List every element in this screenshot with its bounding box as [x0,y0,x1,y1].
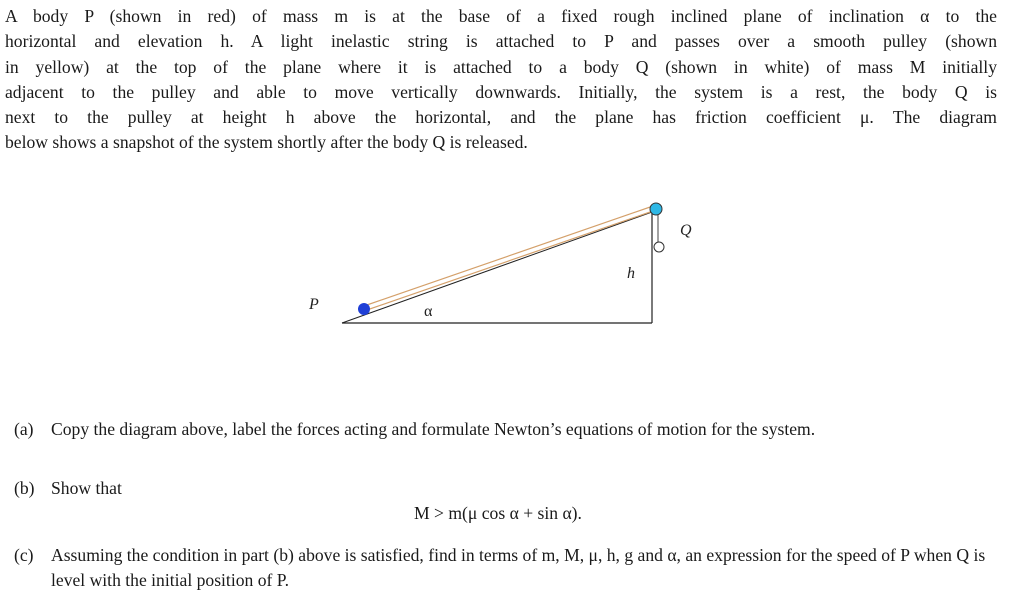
incline-surface [342,212,652,323]
problem-line-6: below shows a snapshot of the system shortly after the body Q is released. [5,132,528,153]
question-a-text: Copy the diagram above, label the forces acting and formulate Newton’s equations of motion for the system. [51,419,816,439]
question-b-label: (b) [14,478,35,498]
problem-statement [5,4,997,156]
problem-line-2: horizontal and elevation h. A light inelastic string is attached to P and passes over a smooth pulley (shown [5,31,997,52]
label-Q: Q [680,222,692,239]
label-alpha: α [424,303,433,320]
question-a-label: (a) [14,419,34,439]
question-c-text: Assuming the condition in part (b) above is satisfied, find in terms of m, M, μ, h, g and α, an expression for the speed of P when Q is level with the initial position of P. [51,545,986,590]
inclined-plane-diagram [0,190,1024,350]
question-a [14,417,1004,442]
string-segment-1 [364,206,653,306]
question-b-text: Show that [51,478,122,498]
problem-line-1: A body P (shown in red) of mass m is at the base of a fixed rough inclined plane of inclination α to the [5,6,997,26]
problem-line-3: in yellow) at the top of the plane where it is attached to a body Q (shown in white) of mass M initially [5,56,997,77]
question-c [14,543,1004,593]
pulley [650,203,662,215]
label-h: h [627,265,635,282]
problem-line-4: adjacent to the pulley and able to move vertically downwards. Initially, the system is a rest, the body Q is [5,81,997,102]
question-b [14,476,1004,501]
string-segment-2 [364,211,653,311]
problem-line-5: next to the pulley at height h above the horizontal, and the plane has friction coefficient μ. The diagram [5,107,997,128]
question-c-label: (c) [14,545,34,565]
label-P: P [309,296,319,313]
body-Q [654,242,664,252]
question-b-inequality: M > m(μ cos α + sin α). [414,503,582,523]
body-P [358,303,370,315]
